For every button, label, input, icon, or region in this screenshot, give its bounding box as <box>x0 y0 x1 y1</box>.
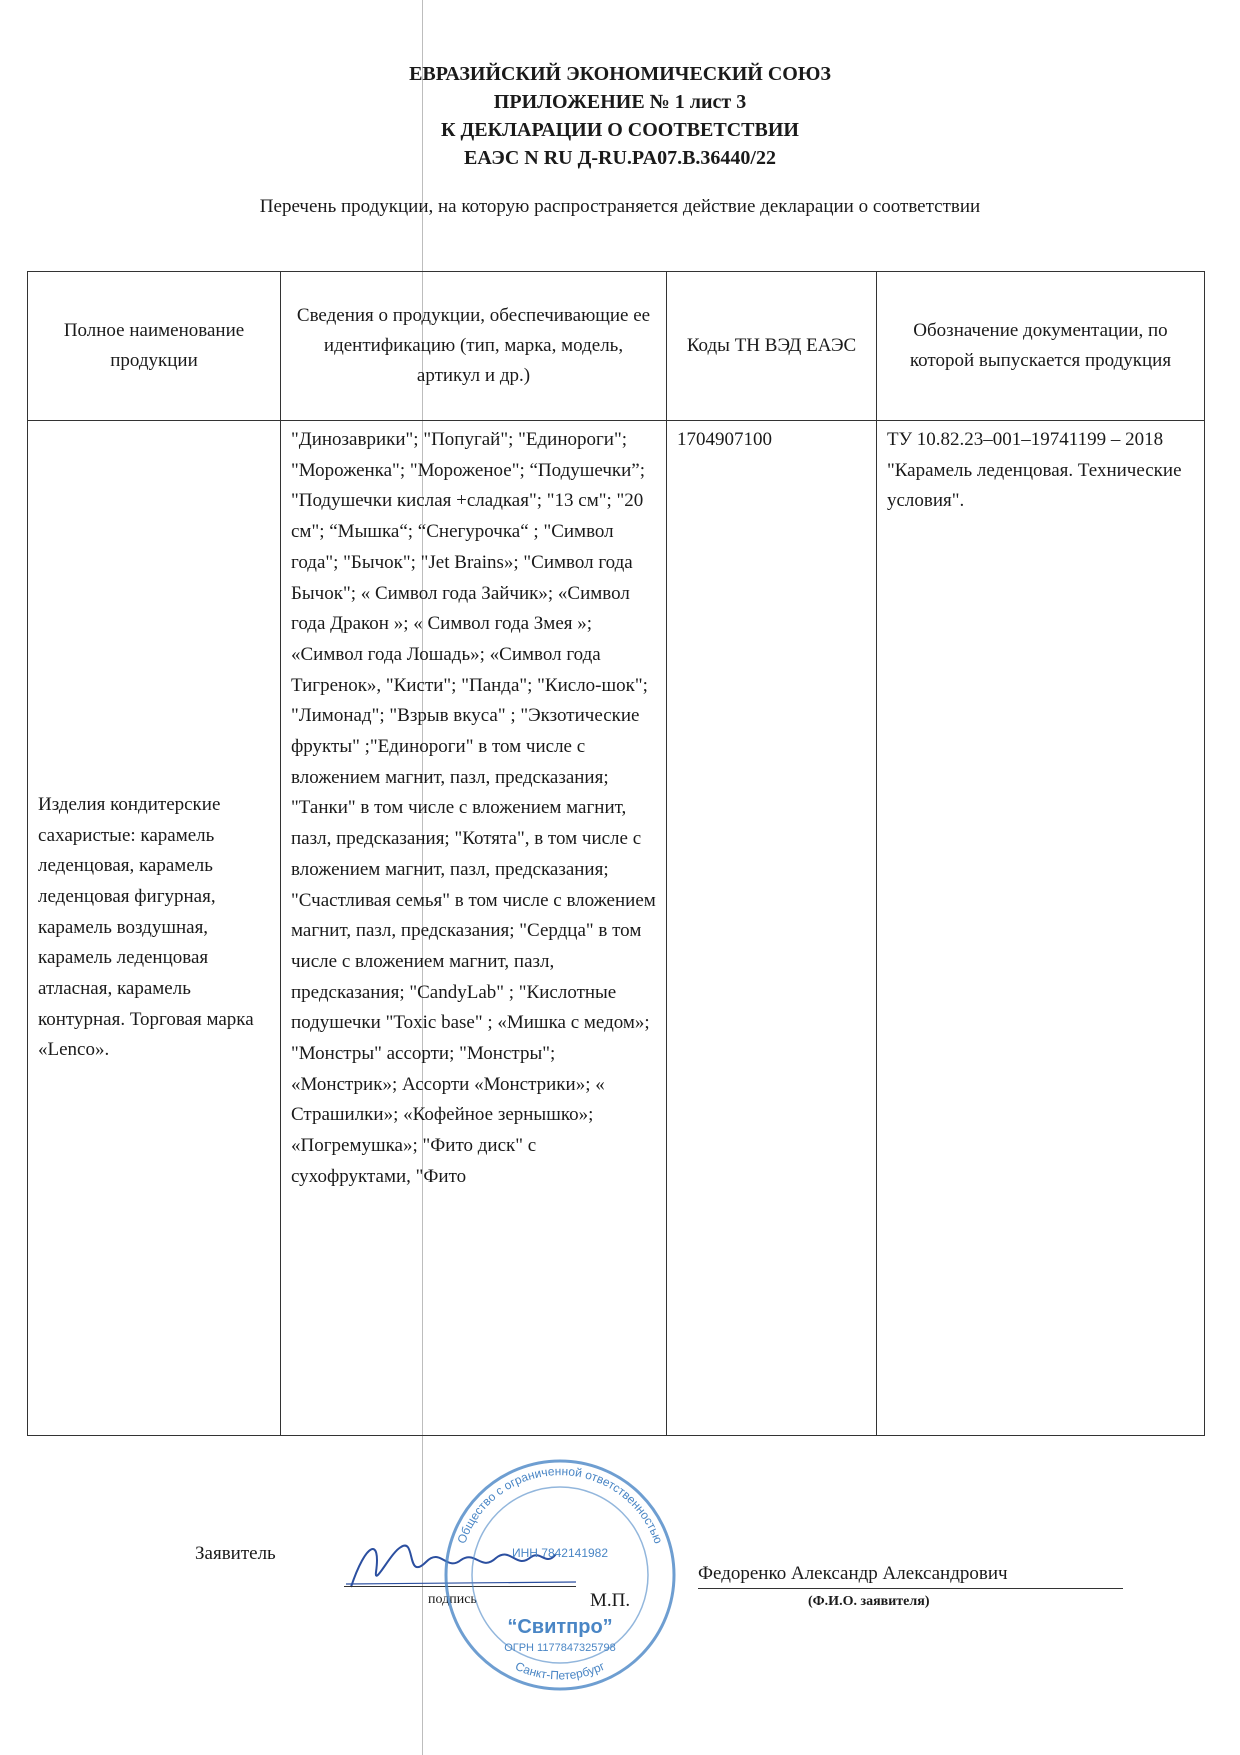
name-line <box>698 1588 1123 1589</box>
header-line: ЕВРАЗИЙСКИЙ ЭКОНОМИЧЕСКИЙ СОЮЗ <box>409 63 831 85</box>
column-header: Коды ТН ВЭД ЕАЭС <box>667 272 877 421</box>
column-header: Сведения о продукции, обеспечивающие ее идентификацию (тип, марка, модель, артикул и др.) <box>281 272 667 421</box>
header-line: К ДЕКЛАРАЦИИ О СООТВЕТСТВИИ <box>441 119 799 141</box>
product-info-cell: "Динозаврики"; "Попугай"; "Единороги"; "Мороженка"; "Мороженое"; “Подушечки”; "Подушечки кислая +сладкая"; "13 см"; "20 см"; “Мышка“; “Снегурочка“ ; "Символ года"; "Бычок"; "Jet Brains»; "Символ года Бычок"; « Символ года Зайчик»; «Символ года Дракон »; « Символ года Змея »; «Символ года Лошадь»; «Символ года Тигренок», "Кисти"; "Панда"; "Кисло-шок"; "Лимонад"; "Взрыв вкуса" ; "Экзотические фрукты" ;"Единороги" в том числе с вложением магнит, пазл, предсказания; "Танки" в том числе с вложением магнит, пазл, предсказания; "Котята", в том числе с вложением магнит, пазл, предсказания; "Счастливая семья" в том числе с вложением магнит, пазл, предсказания; "Сердца" в том числе с вложением магнит, пазл, предсказания; "CandyLab" ; "Кислотные подушечки "Toxic base" ; «Мишка с медом»; "Монстры" ассорти; "Монстры"; «Монстрик»; Ассорти «Монстрики»; « Страшилки»; «Кофейное зернышко»; «Погремушка»; "Фито диск" с сухофруктами, "Фито <box>281 421 667 1436</box>
applicant-label: Заявитель <box>195 1543 276 1564</box>
hs-code-cell: 1704907100 <box>667 421 877 1436</box>
column-header: Полное наименование продукции <box>28 272 281 421</box>
svg-text:Общество с ограниченной ответс <box>454 1464 665 1545</box>
table-header-row <box>28 272 1205 421</box>
seal-inn: ИНН 7842141982 <box>511 1546 609 1560</box>
document-header <box>0 60 1240 172</box>
applicant-name: Федоренко Александр Александрович <box>698 1563 1008 1584</box>
seal-ogrn: ОГРН 1177847325798 <box>504 1642 616 1654</box>
header-line: ЕАЭС N RU Д-RU.PA07.B.36440/22 <box>463 147 776 169</box>
header-line: ПРИЛОЖЕНИЕ № 1 лист 3 <box>493 91 747 113</box>
seal-city: Санкт-Петербург <box>513 1658 607 1683</box>
seal-company: “Свитпро” <box>507 1616 613 1638</box>
document-subtitle: Перечень продукции, на которую распространяется действие декларации о соответствии <box>259 196 981 217</box>
product-name-cell: Изделия кондитерские сахаристые: карамель леденцовая, карамель леденцовая фигурная, карамель воздушная, карамель леденцовая атласная, карамель контурная. Торговая марка «Lenco». <box>28 421 281 1436</box>
name-caption: (Ф.И.О. заявителя) <box>808 1594 930 1609</box>
column-header: Обозначение документации, по которой выпускается продукция <box>877 272 1205 421</box>
seal-outer-text: Общество с ограниченной ответственностью <box>454 1464 666 1546</box>
seal-label: М.П. <box>590 1590 631 1611</box>
table-row <box>28 421 1205 1436</box>
company-seal <box>440 1455 680 1695</box>
documentation-cell: ТУ 10.82.23–001–19741199 – 2018 "Карамель леденцовая. Технические условия". <box>877 421 1205 1436</box>
product-table <box>27 271 1205 1436</box>
signature-caption: подпись <box>428 1592 477 1607</box>
